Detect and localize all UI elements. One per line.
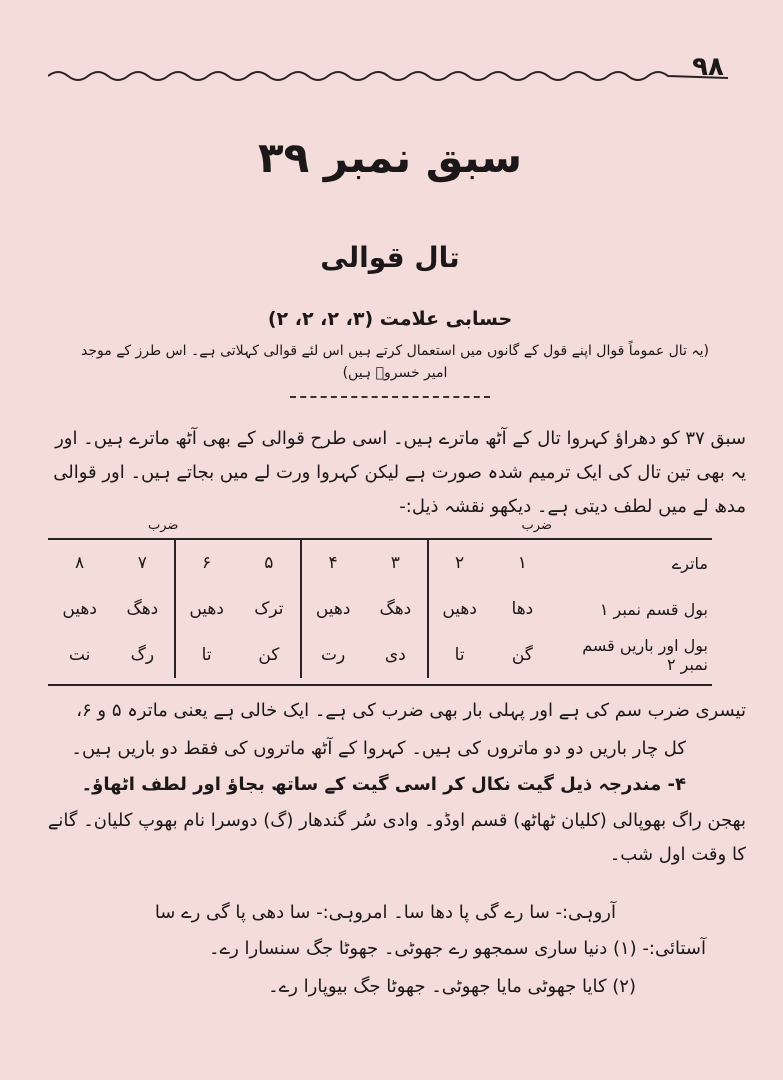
- bol-cell: دھگ: [379, 599, 412, 619]
- bol-cell: دھگ: [126, 599, 159, 619]
- matra-cell: ۱: [517, 553, 527, 573]
- notation-line: حسابی علامت (۳، ۲، ۲، ۲): [267, 308, 513, 330]
- after-table-line-1: تیسری ضرب سم کی ہے اور پہلی بار بھی ضرب کی ہے۔ ایک خالی ہے یعنی ماترہ ۵ و ۶،: [76, 700, 746, 721]
- table-row-matras: [48, 540, 712, 586]
- wave-line: [48, 72, 728, 80]
- bol-cell: رگ: [130, 645, 155, 665]
- taal-table-grid: [48, 540, 712, 678]
- matra-cell: ۸: [75, 553, 85, 573]
- bol-cell: ترک: [254, 599, 284, 619]
- exercise-line: ۴- مندرجہ ذیل گیت نکال کر اسی گیت کے ساتھ بجاؤ اور لطف اٹھاؤ۔: [81, 774, 686, 795]
- matra-cell: ۷: [137, 553, 147, 573]
- matra-cell: ۴: [301, 540, 364, 586]
- matra-cell: ۳: [390, 553, 400, 573]
- after-table-line-2: کل چار باریں دو دو ماتروں کی ہیں۔ کہروا کے آٹھ ماتروں کی فقط دو باریں ہیں۔: [71, 738, 686, 759]
- bol-cell: تا: [428, 632, 491, 678]
- bol-cell: تا: [175, 632, 238, 678]
- second-verse-line: (۲) کایا جھوٹی مایا جھوٹی۔ جھوٹا جگ بیوپارا رے۔: [268, 976, 636, 997]
- song-info-line-1: بھجن راگ بھوپالی (کلیان ٹھاٹھ) قسم اوڈو۔ وادی سُر گندھار (گ) دوسرا نام بھوپ کلیان۔ گانے: [47, 810, 746, 831]
- intro-note: (یہ تال عموماً قوال اپنے قول کے گانوں میں استعمال کرتے ہیں اس لئے قوالی کہلاتی ہے۔ اس طرز کے موجد امیر خسروؒ ہیں): [81, 343, 709, 381]
- song-info-line-2: کا وقت اول شب۔: [609, 844, 746, 865]
- header-wave-rule: [48, 66, 728, 86]
- section-divider: [290, 396, 490, 398]
- table-row-bol-1: [48, 586, 712, 632]
- bol-cell: دھیں: [301, 586, 364, 632]
- bol-cell: دھیں: [175, 586, 238, 632]
- lesson-title: سبق نمبر ۳۹: [257, 133, 523, 182]
- bol-cell: دھا: [511, 599, 534, 619]
- bol-cell: دھیں: [428, 586, 491, 632]
- matra-cell: ۲: [428, 540, 491, 586]
- bol-cell: دھیں: [62, 599, 97, 619]
- row-label-matras: ماترے: [671, 553, 708, 573]
- arohi-line: آروہی:- سا رے گی پا دھا سا۔ امروہی:- سا دھی پا گی رے سا: [154, 902, 616, 923]
- bol-cell: گن: [511, 645, 533, 665]
- bol-cell: رت: [301, 632, 364, 678]
- zarb-mark-1: ضرب: [521, 518, 552, 533]
- bol-cell: نت: [68, 645, 91, 665]
- lesson-subtitle: تال قوالی: [320, 241, 460, 274]
- row-label-bol-2: بول اور باریں قسم نمبر ۲: [582, 636, 708, 674]
- matra-cell: ۶: [175, 540, 238, 586]
- page-number: ۹۸: [692, 52, 724, 82]
- intro-paragraph: سبق ۳۷ کو دھراؤ کہروا تال کے آٹھ ماترے ہیں۔ اسی طرح قوالی کے بھی آٹھ ماترے ہیں۔ اور یہ بھی تین تال کی ایک ترمیم شدہ صورت ہے لیکن کہروا ورت لے میں بجاتے ہیں۔ اور قوالی مدھ لے میں لطف دیتی ہے۔ دیکھو نقشہ ذیل:-: [53, 428, 746, 517]
- table-row-bol-2: [48, 632, 712, 678]
- zarb-mark-2: ضرب: [148, 518, 179, 533]
- matra-cell: ۵: [264, 553, 274, 573]
- taal-table: [48, 518, 712, 686]
- bol-cell: کن: [258, 645, 280, 665]
- row-label-bol-1: بول قسم نمبر ۱: [599, 599, 708, 619]
- asthayi-line: آستائی:- (۱) دنیا ساری سمجھو رے جھوٹی۔ جھوٹا جگ سنسارا رے۔: [208, 938, 706, 959]
- bol-cell: دی: [384, 645, 406, 665]
